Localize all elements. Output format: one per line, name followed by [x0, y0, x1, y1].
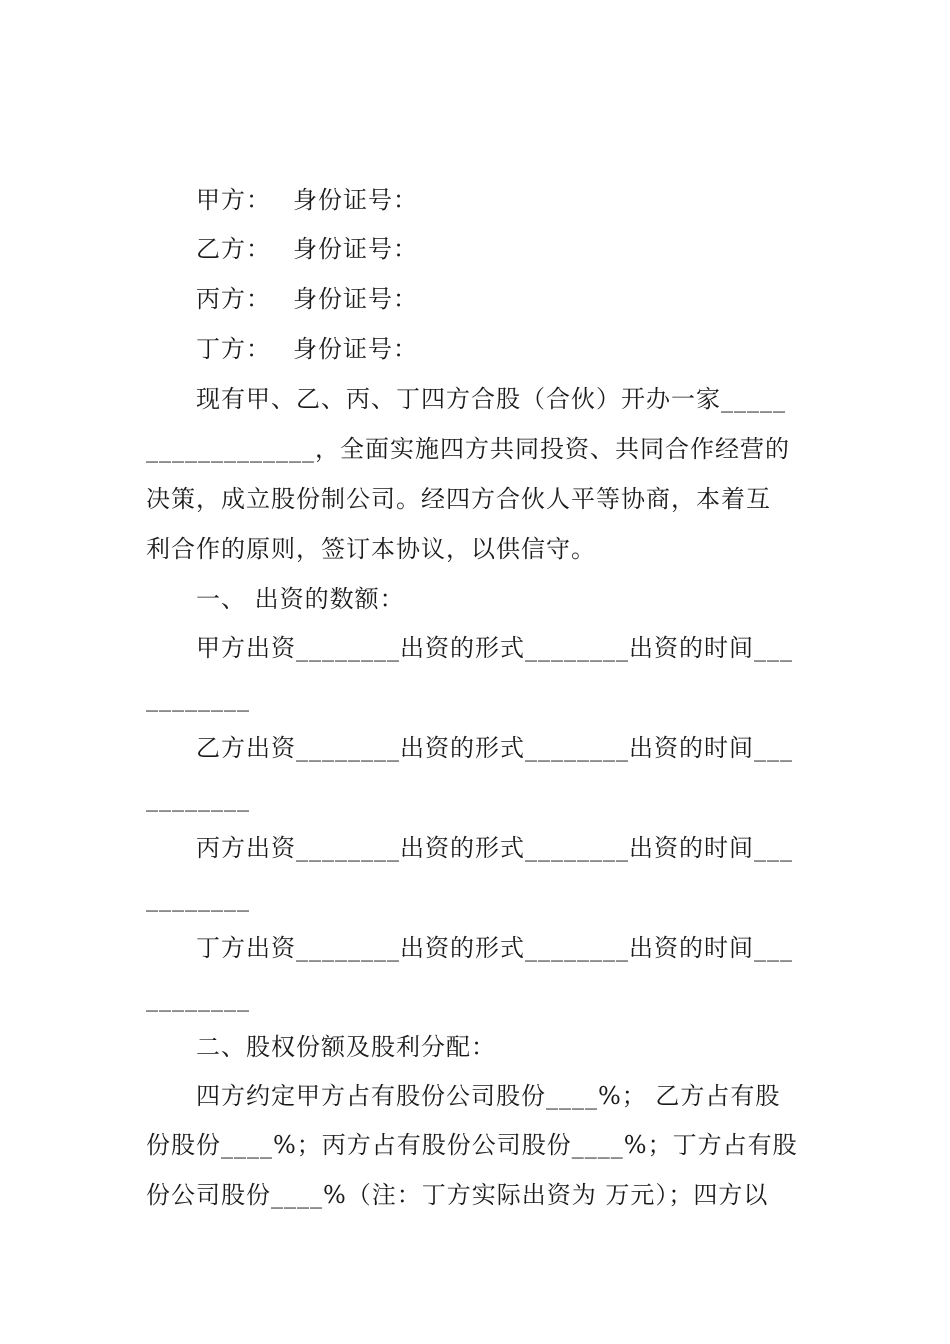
intro-line-1: 现有甲、乙、丙、丁四方合股（合伙）开办一家_____ [196, 385, 786, 413]
contribution-row-c-cont: ________ [146, 884, 250, 912]
intro-line-2: _____________，全面实施四方共同投资、共同合作经营的 [146, 435, 790, 463]
party-b-line [196, 234, 418, 264]
share-line-1: 四方约定甲方占有股份公司股份____%； 乙方占有股 [196, 1082, 781, 1110]
party-b-id-label: 身份证号： [293, 235, 418, 263]
party-b-name: 乙方： [196, 235, 271, 263]
party-d-line [196, 334, 418, 364]
section1-heading: 一、 出资的数额： [196, 585, 405, 613]
contribution-row-a: 甲方出资________出资的形式________出资的时间___ [196, 634, 793, 662]
contribution-row-b: 乙方出资________出资的形式________出资的时间___ [196, 734, 793, 762]
contribution-row-d-cont: ________ [146, 984, 250, 1012]
intro-line-3: 决策，成立股份制公司。经四方合伙人平等协商，本着互 [146, 485, 771, 513]
party-a-name: 甲方： [196, 186, 271, 214]
contribution-row-d: 丁方出资________出资的形式________出资的时间___ [196, 934, 793, 962]
intro-line-4: 利合作的原则，签订本协议，以供信守。 [146, 535, 596, 563]
party-a-line [196, 185, 418, 215]
party-c-id-label: 身份证号： [293, 285, 418, 313]
party-c-line [196, 284, 418, 314]
party-d-id-label: 身份证号： [293, 335, 418, 363]
party-a-id-label: 身份证号： [293, 186, 418, 214]
contribution-row-c: 丙方出资________出资的形式________出资的时间___ [196, 834, 793, 862]
share-line-2: 份股份____%；丙方占有股份公司股份____%；丁方占有股 [146, 1131, 798, 1159]
contribution-row-b-cont: ________ [146, 784, 250, 812]
share-line-3: 份公司股份____%（注：丁方实际出资为 万元）；四方以 [146, 1181, 769, 1209]
contribution-row-a-cont: ________ [146, 684, 250, 712]
party-c-name: 丙方： [196, 285, 271, 313]
party-d-name: 丁方： [196, 335, 271, 363]
section2-heading: 二、股权份额及股利分配： [196, 1033, 496, 1061]
